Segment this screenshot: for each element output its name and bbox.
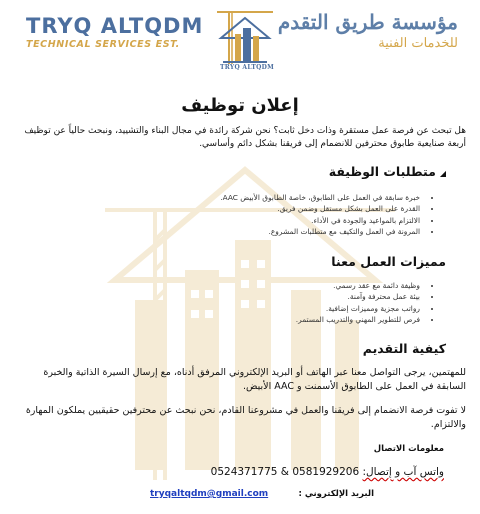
email-label: البريد الإلكتروني : [298,489,374,499]
list-item: • خبرة سابقة في العمل على الطابوق، خاصة الطابوق الأبيض AAC. [220,192,422,203]
apply-heading-text: كيفية التقديم [362,341,446,356]
brand-name-en: TRYQ ALTQDM [26,14,204,38]
benefits-heading-text: مميزات العمل معنا [331,254,446,269]
list-item: • وظيفة دائمة مع عقد رسمي. [296,280,422,291]
letterhead [0,0,480,78]
list-item: • فرص للتطوير المهني والتدريب المستمر. [296,314,422,325]
brand-name-ar: مؤسسة طريق التقدم [277,10,458,34]
requirements-heading [329,164,446,179]
requirements-list [220,192,432,238]
apply-heading [363,341,446,356]
list-item: • القدرة على العمل بشكل مستقل وضمن فريق. [220,203,422,214]
brand-english [26,14,203,50]
list-item: • المرونة في العمل والتكيف مع متطلبات المشروع. [220,226,422,237]
heading-marker-icon: ◢ [439,169,446,178]
email-link[interactable]: tryqaltqdm@gmail.com [150,489,269,499]
brand-arabic [278,10,458,51]
contact-heading: معلومات الاتصال [373,444,444,454]
list-item: • الالتزام بالمواعيد والجودة في الأداء. [220,215,422,226]
requirements-heading-text: متطلبات الوظيفة [328,164,436,179]
phone-label: واتس آب و إتصال: [362,466,444,478]
phone-numbers[interactable]: 0581929206 & 0524371775 [210,466,360,478]
benefits-heading [331,254,446,269]
intro-paragraph: هل تبحث عن فرصة عمل مستقرة وذات دخل ثابت؟ نحن شركة رائدة في مجال البناء والتشييد، ونبحث حالياً عن توظيف أربعة صنايعية طابوق محترفين للانضمام إلى فريقنا بشكل دائم وأساسي. [24,126,466,149]
list-item: • رواتب مجزية ومميزات إضافية. [296,303,422,314]
logo-caption: TRYQ ALTQDM [220,64,275,71]
list-item: • بيئة عمل محترفة وآمنة. [296,291,422,302]
page-title: إعلان توظيف [181,95,299,116]
closing-paragraph: لا تفوت فرصة الانضمام إلى فريقنا والعمل في مشروعنا القادم، نحن نبحث عن محترفين حقيقيين يملكون المهارة والالتزام. [25,405,466,430]
phone-line [211,466,444,478]
apply-paragraph: للمهتمين، يرجى التواصل معنا عبر الهاتف أو البريد الإلكتروني المرفق أدناه، مع إرسال السيرة الذاتية والخبرة السابقة في العمل على الطابوق الأسمنت و AAC الأبيض. [43,367,466,392]
brand-subtitle-ar: للخدمات الفنية [378,36,458,51]
benefits-list [296,280,432,326]
brand-subtitle-en: TECHNICAL SERVICES EST. [26,39,180,50]
